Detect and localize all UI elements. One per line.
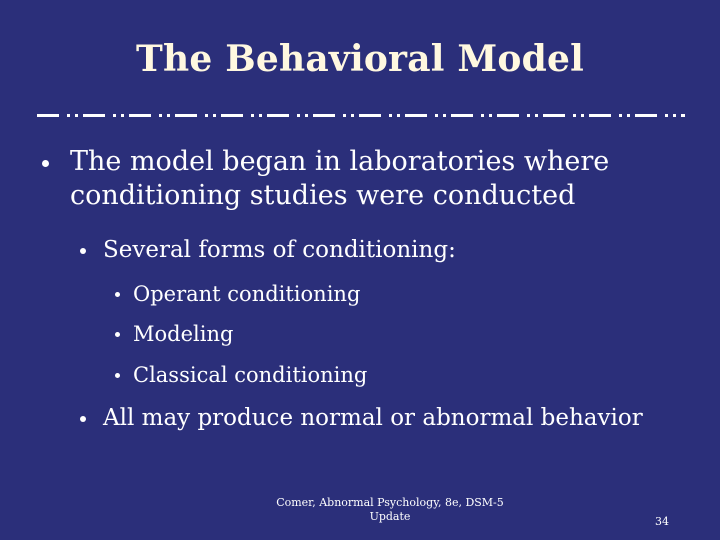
bullet-6 [80,403,700,433]
footer-citation [260,496,520,524]
bullet-3-text: Operant conditioning [133,282,361,306]
bullet-dot [115,292,120,297]
bullet-6-text: All may produce normal or abnormal behavior [103,405,643,431]
bullet-4 [115,320,615,348]
bullet-2-text: Several forms of conditioning: [103,237,456,263]
bullet-5 [115,361,615,389]
bullet-4-text: Modeling [133,322,234,346]
footer-line-2: Update [369,510,411,523]
bullet-1-text: The model began in laboratories where conditioning studies were conducted [70,146,610,211]
bullet-5-text: Classical conditioning [133,363,368,387]
bullet-1 [42,145,662,213]
footer-line-1: Comer, Abnormal Psychology, 8e, DSM-5 [276,496,504,509]
bullet-2 [80,235,640,265]
bullet-dot [115,373,120,378]
bullet-dot [80,248,86,254]
bullet-dot [115,332,120,337]
title-divider [37,109,685,121]
page-number: 34 [655,515,669,528]
slide-title: The Behavioral Model [136,38,584,80]
bullet-3 [115,280,615,308]
bullet-dot [42,160,49,167]
bullet-dot [80,416,86,422]
